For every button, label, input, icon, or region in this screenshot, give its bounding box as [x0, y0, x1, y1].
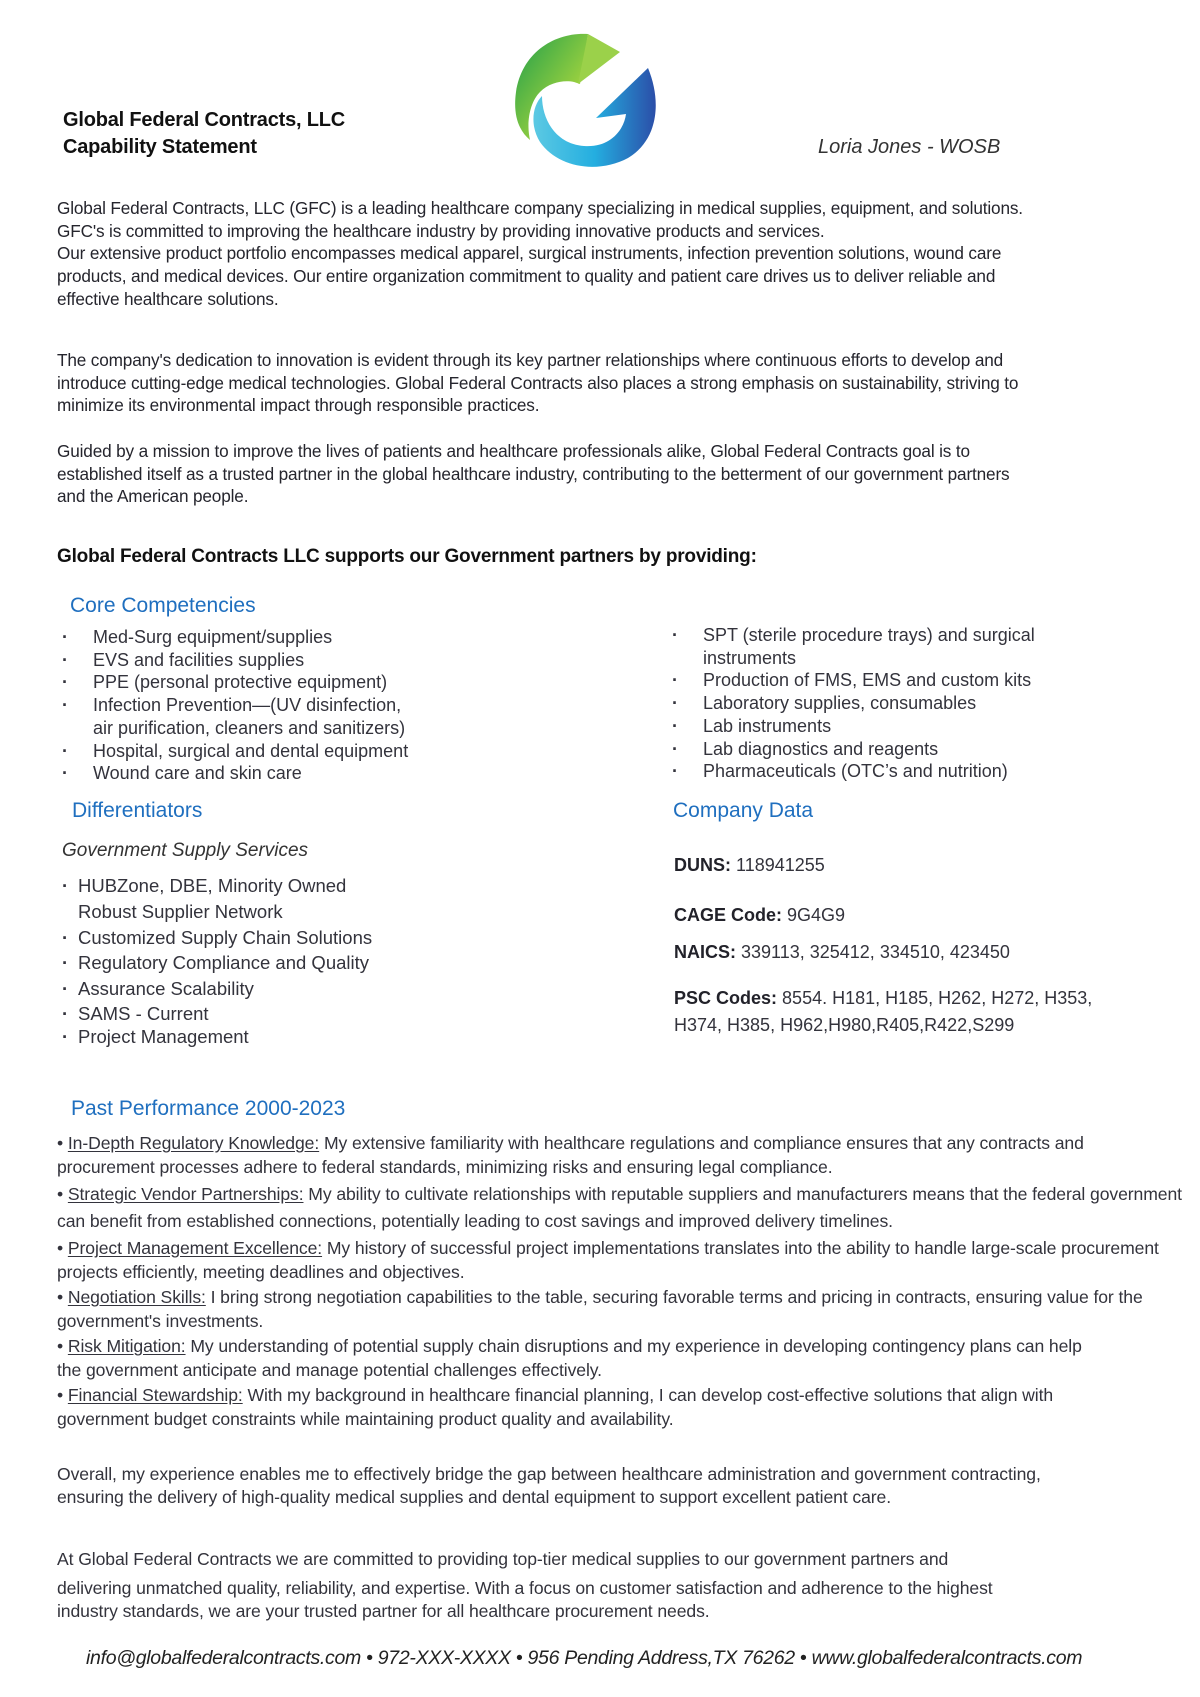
- text-line: Global Federal Contracts, LLC (GFC) is a leading healthcare company specializing in medical supplies, equipment, and solutions.: [57, 198, 1023, 218]
- owner-designation: Loria Jones - WOSB: [818, 136, 1001, 158]
- past-performance-list: [57, 1132, 1182, 1433]
- list-item: · Med-Surg equipment/supplies: [62, 626, 482, 649]
- list-item: · Customized Supply Chain Solutions: [62, 925, 482, 951]
- item-text: My ability to cultivate relationships with reputable suppliers and manufacturers means that the federal government can benefit from established connections, potentially leading to cost savings and improved delivery timelines.: [57, 1184, 1182, 1231]
- list-item: · SAMS - Current: [62, 1002, 482, 1025]
- differentiators-list: [62, 873, 482, 1048]
- list-item: · Pharmaceuticals (OTC’s and nutrition): [672, 760, 1092, 783]
- text-line: industry standards, we are your trusted partner for all healthcare procurement needs.: [57, 1601, 710, 1621]
- list-item: · Project Management: [62, 1025, 482, 1048]
- list-item: · SPT (sterile procedure trays) and surgical instruments: [672, 624, 1043, 669]
- item-label: Risk Mitigation:: [67, 1336, 186, 1356]
- list-item: • Negotiation Skills: I bring strong negotiation capabilities to the table, securing favorable terms and pricing in contracts, ensuring value for the government's investments.: [57, 1287, 1143, 1331]
- cage-row: [674, 902, 845, 929]
- item-text: With my background in healthcare financial planning, I can develop cost-effective solutions that align with government budget constraints while maintaining product quality and availability.: [57, 1385, 1054, 1429]
- differentiators-heading: Differentiators: [72, 799, 203, 822]
- item-label: In-Depth Regulatory Knowledge:: [67, 1133, 320, 1153]
- intro-paragraph-2: [57, 349, 1157, 417]
- list-item: · Lab instruments: [672, 715, 1092, 738]
- text-line: effective healthcare solutions.: [57, 288, 279, 309]
- list-item: · HUBZone, DBE, Minority Owned: [62, 873, 482, 899]
- item-text: My extensive familiarity with healthcare regulations and compliance ensures that any contracts and procurement processes adhere to federal standards, minimizing risks and ensuring legal compliance.: [57, 1133, 1084, 1177]
- company-data-heading: Company Data: [673, 799, 814, 822]
- core-competencies-right-list: [672, 624, 1092, 783]
- list-item: · Regulatory Compliance and Quality: [62, 950, 482, 976]
- psc-label: PSC Codes:: [674, 988, 778, 1008]
- header-title-block: [63, 107, 345, 161]
- list-item: · Production of FMS, EMS and custom kits: [672, 669, 1092, 692]
- item-label: Negotiation Skills:: [67, 1287, 206, 1307]
- footer-email-link[interactable]: info@globalfederalcontracts.com: [86, 1647, 361, 1669]
- list-item: • Project Management Excellence: My history of successful project implementations translates into the ability to handle large-scale procurement projects efficiently, meeting deadlines and objectives.: [57, 1238, 1159, 1282]
- differentiators-subtitle: Government Supply Services: [62, 840, 309, 861]
- separator: •: [794, 1647, 812, 1669]
- closing-paragraph-1: [57, 1463, 1182, 1509]
- text-line: Overall, my experience enables me to effectively bridge the gap between healthcare administration and government contracting,: [57, 1464, 1041, 1484]
- intro-paragraph-1: [57, 197, 1157, 311]
- text-line: GFC's is committed to improving the healthcare industry by providing innovative products and services.: [57, 220, 825, 241]
- text-line: and the American people.: [57, 486, 249, 507]
- list-item: · Lab diagnostics and reagents: [672, 738, 1092, 761]
- duns-row: [674, 852, 825, 879]
- cage-value: 9G4G9: [787, 905, 846, 925]
- psc-value-line2: H374, H385, H962,H980,R405,R422,S299: [674, 1015, 1015, 1035]
- duns-value: 118941255: [736, 855, 825, 875]
- item-label: Strategic Vendor Partnerships:: [67, 1184, 304, 1204]
- item-text: My understanding of potential supply chain disruptions and my experience in developing contingency plans can help the government anticipate and manage potential challenges effectively.: [57, 1336, 1082, 1380]
- footer-contact: [86, 1647, 1082, 1670]
- logo-g-icon: [500, 22, 665, 172]
- footer-website-link[interactable]: www.globalfederalcontracts.com: [811, 1647, 1083, 1669]
- list-item: · Laboratory supplies, consumables: [672, 692, 1092, 715]
- naics-label: NAICS:: [674, 942, 736, 962]
- text-line: At Global Federal Contracts we are committed to providing top-tier medical supplies to our government partners and: [57, 1549, 949, 1569]
- closing-paragraph-2: [57, 1546, 1182, 1623]
- list-item: · Hospital, surgical and dental equipment: [62, 740, 482, 763]
- item-text: I bring strong negotiation capabilities to the table, securing favorable terms and pricing in contracts, ensuring value for the government's investments.: [57, 1287, 1143, 1331]
- list-item: · Wound care and skin care: [62, 762, 482, 785]
- separator: •: [510, 1647, 528, 1669]
- core-competencies-left-list: [62, 626, 482, 785]
- item-label: Financial Stewardship:: [67, 1385, 243, 1405]
- psc-row: [674, 985, 1092, 1039]
- item-label: Project Management Excellence:: [67, 1238, 323, 1258]
- naics-value: 339113, 325412, 334510, 423450: [741, 942, 1010, 962]
- intro-paragraph-3: [57, 440, 1157, 508]
- past-performance-heading: Past Performance 2000-2023: [71, 1097, 346, 1120]
- psc-value-line1: 8554. H181, H185, H262, H272, H353,: [782, 988, 1093, 1008]
- footer-phone[interactable]: 972-XXX-XXXX: [377, 1647, 511, 1669]
- company-name: Global Federal Contracts, LLC: [63, 109, 346, 131]
- text-line: minimize its environmental impact through responsible practices.: [57, 395, 540, 416]
- list-item: · Assurance Scalability: [62, 976, 482, 1002]
- text-line: delivering unmatched quality, reliability, and expertise. With a focus on customer satisfaction and adherence to the highest: [57, 1578, 993, 1598]
- list-item: • Financial Stewardship: With my background in healthcare financial planning, I can develop cost-effective solutions that align with government budget constraints while maintaining product quality and availability.: [57, 1385, 1054, 1429]
- naics-row: [674, 939, 1010, 966]
- separator: •: [360, 1647, 378, 1669]
- document-title: Capability Statement: [63, 136, 257, 158]
- list-item: Robust Supplier Network: [78, 900, 283, 922]
- text-line: products, and medical devices. Our entire organization commitment to quality and patient care drives us to deliver reliable and: [57, 266, 996, 287]
- list-item: · PPE (personal protective equipment): [62, 671, 482, 694]
- text-line: The company's dedication to innovation is evident through its key partner relationships where continuous efforts to develop and: [57, 350, 1004, 370]
- text-line: ensuring the delivery of high-quality medical supplies and dental equipment to support excellent patient care.: [57, 1487, 892, 1507]
- list-item: · EVS and facilities supplies: [62, 649, 482, 672]
- list-item: • Risk Mitigation: My understanding of potential supply chain disruptions and my experience in developing contingency plans can help the government anticipate and manage potential challenges effectively.: [57, 1336, 1082, 1380]
- company-logo: [500, 22, 665, 172]
- cage-label: CAGE Code:: [674, 905, 782, 925]
- support-heading: Global Federal Contracts LLC supports our Government partners by providing:: [57, 546, 757, 567]
- duns-label: DUNS:: [674, 855, 731, 875]
- list-item: · Infection Prevention—(UV disinfection, air purification, cleaners and sanitizers): [62, 694, 423, 739]
- text-line: established itself as a trusted partner in the global healthcare industry, contributing to the betterment of our government partners: [57, 463, 1010, 484]
- list-item: • In-Depth Regulatory Knowledge: My extensive familiarity with healthcare regulations and compliance ensures that any contracts and procurement processes adhere to federal standards, minimizing risks and ensuring legal compliance.: [57, 1133, 1084, 1177]
- text-line: introduce cutting-edge medical technologies. Global Federal Contracts also places a strong emphasis on sustainability, striving to: [57, 372, 1019, 393]
- list-item: • Strategic Vendor Partnerships: My ability to cultivate relationships with reputable suppliers and manufacturers means that the federal government can benefit from established connections, potentially leading to cost savings and improved delivery timelines.: [57, 1184, 1182, 1231]
- text-line: Our extensive product portfolio encompasses medical apparel, surgical instruments, infection prevention solutions, wound care: [57, 243, 1002, 264]
- text-line: Guided by a mission to improve the lives of patients and healthcare professionals alike, Global Federal Contracts goal is to: [57, 441, 970, 461]
- item-text: My history of successful project implementations translates into the ability to handle large-scale procurement projects efficiently, meeting deadlines and objectives.: [57, 1238, 1159, 1282]
- footer-address: 956 Pending Address,TX 76262: [527, 1647, 795, 1669]
- core-competencies-heading: Core Competencies: [70, 594, 256, 617]
